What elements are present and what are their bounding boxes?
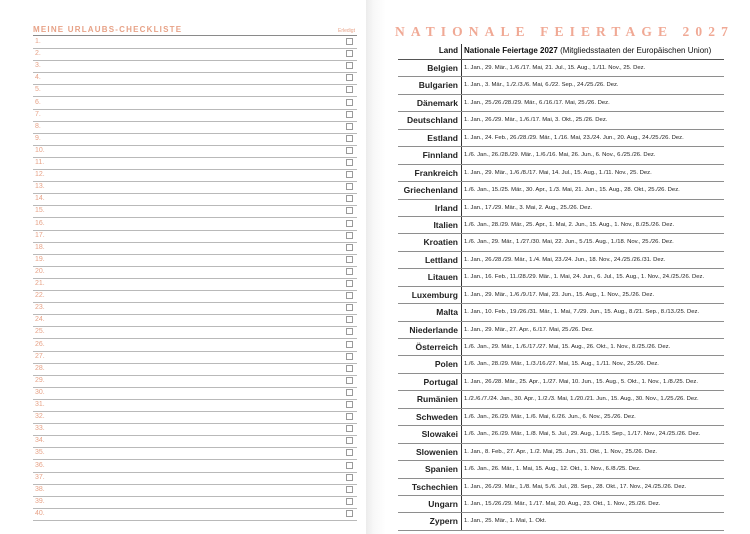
table-row [398,234,724,251]
checkbox[interactable] [346,328,353,335]
country-name: Polen [434,359,458,370]
checklist-item-number: 21. [35,280,45,287]
holidays-table [398,44,724,531]
checkbox[interactable] [346,99,353,106]
holiday-dates: 1. Jan., 25./26./28./29. Mär., 6./16./17. Mai, 25./26. Dez. [464,99,610,106]
table-row [398,322,724,339]
checklist-item [33,266,357,279]
checklist-item [33,447,357,460]
checklist-item-number: 24. [35,316,45,324]
checklist-item-number: 19. [35,255,45,263]
table-row [398,147,724,164]
checklist-item [33,254,357,267]
country-name: Portugal [423,376,458,387]
holiday-dates: 1./6. Jan., 26./29. Mär., 1./8. Mai, 5. Jul., 29. Aug., 1./15. Sep., 1./17. Nov., 24./25./26. Dez. [464,431,701,438]
checklist-item-number: 39. [35,497,45,505]
table-row [398,339,724,356]
table-row [398,287,724,304]
holiday-dates: 1./6. Jan., 28./29. Mär., 1./3./16./27. Mai, 15. Aug., 1./11. Nov., 25./26. Dez. [464,361,659,368]
holiday-dates: 1./6. Jan., 26. Mär., 1. Mai, 15. Aug., 12. Okt., 1. Nov., 6./8./25. Dez. [464,466,641,473]
country-name: Lettland [424,254,458,265]
checklist-item-number: 14. [35,195,45,203]
checklist-item [33,181,357,194]
country-name: Litauen [427,272,458,283]
checklist-item-number: 23. [35,304,45,312]
checklist-item [33,169,357,182]
header-holidays [464,46,711,55]
checklist-item-number: 26. [35,340,45,348]
checklist-item [33,133,357,146]
checkbox[interactable] [346,220,353,227]
checkbox[interactable] [346,86,353,93]
checklist-item [33,363,357,376]
country-name: Ungarn [428,498,458,509]
holiday-dates: 1./6. Jan., 29. Mär., 1./27./30. Mai, 22. Jun., 5./15. Aug., 1./18. Nov., 25./26. Dez. [464,239,674,246]
checkbox[interactable] [346,62,353,69]
holiday-dates: 1. Jan., 26./29. Mär., 1./8. Mai, 5./6. Jul., 28. Sep., 28. Okt., 17. Nov., 24./25./26. Dez. [464,483,687,490]
holiday-dates: 1. Jan., 29. Mär., 1./6./8./17. Mai, 14. Jul., 15. Aug., 1./11. Nov., 25. Dez. [464,169,652,176]
checklist-item [33,205,357,218]
checklist-item-number: 29. [35,376,45,384]
table-row [398,165,724,182]
checklist-item [33,48,357,61]
checklist-item-number: 6. [35,98,41,106]
table-row [398,461,724,478]
checklist-page [0,0,366,534]
checklist-item-number: 30. [35,388,45,396]
checklist-item [33,84,357,97]
checkbox[interactable] [346,256,353,263]
checkbox[interactable] [346,498,353,505]
country-name: Zypern [429,516,458,527]
checklist-item [33,193,357,206]
table-row [398,444,724,461]
checklist-item-number: 8. [35,122,41,130]
checklist-item [33,60,357,73]
country-name: Italien [433,219,458,230]
checklist-item-number: 40. [35,509,45,517]
checklist-item [33,218,357,231]
country-name: Kroatien [423,237,458,248]
checkbox[interactable] [346,413,353,420]
holiday-dates: 1. Jan., 24. Feb., 26./28./29. Mär., 1./16. Mai, 23./24. Jun., 20. Aug., 24./25./26. Dez. [464,134,684,141]
checklist-item-number: 22. [35,292,45,300]
checklist-item-number: 11. [35,159,45,166]
holiday-dates: 1./6. Jan., 29. Mär., 1./6./17./27. Mai, 15. Aug., 26. Okt., 1. Nov., 8./25./26. Dez. [464,344,671,350]
table-row [398,217,724,234]
checklist-item-number: 15. [35,207,45,215]
checklist-item [33,508,357,521]
holiday-dates: 1. Jan., 25. Mär., 1. Mai, 1. Okt. [464,518,547,525]
holiday-dates: 1. Jan., 16. Feb., 11./28./29. Mär., 1. Mai, 24. Jun., 6. Jul., 15. Aug., 1. Nov., 24./25./26. Dez. [464,274,705,281]
country-name: Luxemburg [411,289,458,300]
holiday-dates: 1./6. Jan., 15./25. Mär., 30. Apr., 1./3. Mai, 21. Jun., 15. Aug., 28. Okt., 25./26. Dez. [464,187,680,194]
holiday-dates: 1. Jan., 3. Mär., 1./2./3./6. Mai, 6./22. Sep., 24./25./26. Dez. [464,82,619,89]
table-row [398,269,724,286]
checklist-item [33,314,357,327]
checklist-item-number: 34. [35,437,45,445]
checklist-item [33,278,357,291]
table-row [398,112,724,129]
country-name: Dänemark [416,97,458,108]
checkbox[interactable] [346,389,353,396]
checklist-item-number: 27. [35,352,45,360]
country-name: Bulgarien [418,80,458,91]
checkbox[interactable] [346,449,353,456]
checklist-item-number: 20. [35,267,45,275]
checklist-item [33,460,357,473]
table-row [398,356,724,373]
checklist-item [33,351,357,364]
checklist-item-number: 17. [35,231,45,239]
header-note: (Mitgliedsstaaten der Europäischen Union) [560,46,712,55]
table-row [398,304,724,321]
table-row [398,182,724,199]
checkbox[interactable] [346,365,353,372]
checklist-item [33,326,357,339]
checkbox[interactable] [346,111,353,118]
header-holidays-label: Nationale Feiertage 2027 [464,46,558,55]
table-row [398,513,724,530]
checklist-item [33,157,357,170]
checklist-item [33,484,357,497]
table-row [398,130,724,147]
table-header [398,44,724,60]
checklist-item-number: 3. [35,62,41,70]
holiday-dates: 1. Jan., 29. Mär., 27. Apr., 6./17. Mai, 25./26. Dez. [464,326,594,333]
holidays-title: NATIONALE FEIERTAGE 2027 [395,24,734,39]
holidays-page [386,0,750,534]
country-name: Belgien [427,63,458,73]
checkbox[interactable] [346,38,353,45]
checkbox[interactable] [346,123,353,130]
holiday-dates: 1. Jan., 8. Feb., 27. Apr., 1./2. Mai, 25. Jun., 31. Okt., 1. Nov., 25./26. Dez. [464,448,658,455]
checklist-item [33,375,357,388]
country-name: Rumänien [416,394,458,405]
checklist-item-number: 38. [35,485,45,493]
table-row [398,496,724,513]
checkbox[interactable] [346,486,353,493]
checkbox[interactable] [346,207,353,214]
checklist-item-number: 37. [35,473,45,481]
checklist-item-number: 31. [35,401,45,408]
checklist-item [33,242,357,255]
checklist-item-number: 16. [35,219,45,227]
holiday-dates: 1. Jan., 26./29. Mär., 1./6./17. Mai, 3. Okt., 25./26. Dez. [464,117,608,124]
checkbox[interactable] [346,474,353,481]
holiday-dates: 1. Jan., 10. Feb., 19./26./31. Mär., 1. Mai, 7./29. Jun., 15. Aug., 8./21. Sep., 8./13./25. Dez. [464,309,700,316]
checkbox[interactable] [346,159,353,166]
country-name: Finnland [422,150,458,161]
checklist-item [33,36,357,49]
table-row [398,60,724,77]
checklist-item [33,423,357,436]
checkbox[interactable] [346,50,353,57]
country-name: Frankreich [414,167,458,178]
checklist-item [33,472,357,485]
country-name: Slowenien [415,446,458,457]
holiday-dates: 1./6. Jan., 28./29. Mär., 25. Apr., 1. Mai, 2. Jun., 15. Aug., 1. Nov., 8./25./26. Dez. [464,221,675,228]
checklist-item-number: 9. [35,134,41,142]
holiday-dates: 1. Jan., 29. Mär., 1./6./17. Mai, 21. Jul., 15. Aug., 1./11. Nov., 25. Dez. [464,65,646,71]
checklist-item [33,411,357,424]
checkbox[interactable] [346,147,353,154]
checklist-item-number: 2. [35,50,41,58]
checkbox[interactable] [346,462,353,469]
country-name: Niederlande [409,324,458,335]
checklist-item [33,496,357,509]
checklist-item-number: 28. [35,364,45,372]
checkbox[interactable] [346,377,353,384]
header-land: Land [438,46,458,55]
country-name: Irland [434,202,458,213]
checkbox[interactable] [346,280,353,287]
checklist-item-number: 10. [35,146,45,154]
holiday-dates: 1. Jan., 26./28. Mär., 25. Apr., 1./27. Mai, 10. Jun., 15. Aug., 5. Okt., 1. Nov., 1./8./25. Dez. [464,378,699,385]
holiday-dates: 1. Jan., 26./28./29. Mär., 1./4. Mai, 23./24. Jun., 18. Nov., 24./25./26./31. Dez. [464,256,666,263]
checkbox[interactable] [346,183,353,190]
country-name: Tschechien [411,481,458,492]
country-name: Schweden [415,411,458,422]
checkbox[interactable] [346,171,353,178]
checkbox[interactable] [346,437,353,444]
country-name: Griechenland [403,185,458,196]
checklist-item [33,435,357,448]
checklist-item [33,145,357,158]
checkbox[interactable] [346,425,353,432]
checkbox[interactable] [346,232,353,239]
checklist-item-number: 25. [35,328,45,336]
country-name: Österreich [415,342,458,352]
checklist-item-number: 36. [35,461,45,469]
checklist-item-number: 1. [35,38,41,45]
table-row [398,426,724,443]
checklist-item [33,121,357,134]
checkbox[interactable] [346,244,353,251]
table-row [398,391,724,408]
holiday-dates: 1./2./6./7./24. Jan., 30. Apr., 1./2./3. Mai, 1./20./21. Jun., 15. Aug., 30. Nov., 1./25./26. Dez. [464,396,699,403]
checkbox[interactable] [346,353,353,360]
page-gutter [366,0,386,534]
checkbox[interactable] [346,316,353,323]
checkbox[interactable] [346,74,353,81]
country-name: Malta [436,307,458,318]
country-name: Deutschland [406,115,458,126]
checkbox[interactable] [346,195,353,202]
checklist-item-number: 4. [35,74,41,82]
table-row [398,479,724,496]
holiday-dates: 1. Jan., 17./29. Mär., 3. Mai, 2. Aug., 25./26. Dez. [464,204,593,211]
checklist-item [33,302,357,315]
table-row [398,77,724,94]
country-name: Estland [427,132,458,143]
checklist-item [33,339,357,352]
checkbox[interactable] [346,268,353,275]
checklist-item-number: 33. [35,425,45,433]
checklist-item-number: 32. [35,413,45,421]
checklist-item [33,109,357,122]
checklist-item-number: 7. [35,110,41,118]
checklist-item [33,72,357,85]
checklist-item [33,230,357,243]
country-name: Spanien [424,464,458,475]
checkbox[interactable] [346,341,353,348]
checklist-item [33,97,357,110]
holiday-dates: 1./6. Jan., 26./28./29. Mär., 1./6./16. Mai, 26. Jun., 6. Nov., 6./25./26. Dez. [464,152,656,159]
checklist-item-number: 13. [35,183,45,191]
checkbox[interactable] [346,401,353,408]
holiday-dates: 1. Jan., 15./26./29. Mär., 1./17. Mai, 20. Aug., 23. Okt., 1. Nov., 25./26. Dez. [464,500,661,507]
checklist-item [33,399,357,412]
table-row [398,200,724,217]
checklist-item-number: 35. [35,449,45,457]
checklist-item-number: 12. [35,171,45,179]
checkbox[interactable] [346,135,353,142]
checkbox[interactable] [346,304,353,311]
checklist-item-number: 18. [35,243,45,251]
holiday-dates: 1. Jan., 29. Mär., 1./6./9./17. Mai, 23. Jun., 15. Aug., 1. Nov., 25./26. Dez. [464,291,655,298]
checkbox[interactable] [346,510,353,517]
table-row [398,374,724,391]
checkbox[interactable] [346,292,353,299]
checklist-title: MEINE URLAUBS-CHECKLISTE [33,25,183,34]
table-row [398,252,724,269]
table-row [398,95,724,112]
done-column-label: Erledigt [338,28,355,34]
checklist-item [33,290,357,303]
country-name: Slowakei [421,429,458,440]
table-body [398,60,724,531]
checklist-item [33,387,357,400]
checklist-item-number: 5. [35,86,41,94]
table-row [398,409,724,426]
holiday-dates: 1./6. Jan., 26./29. Mär., 1./6. Mai, 6./26. Jun., 6. Nov., 25./26. Dez. [464,413,636,420]
